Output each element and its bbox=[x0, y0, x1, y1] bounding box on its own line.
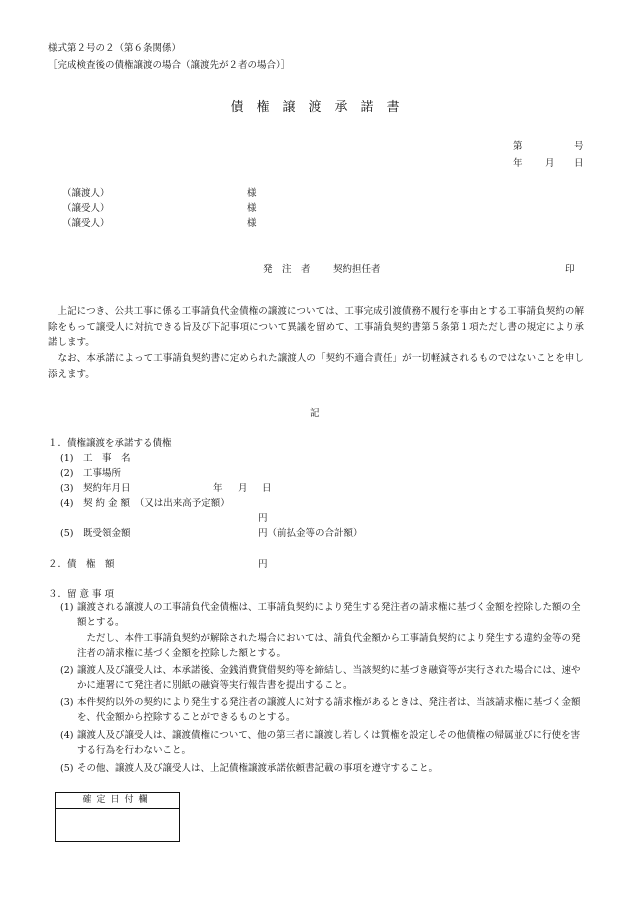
contract-date-day: 日 bbox=[262, 483, 272, 494]
section1-item-project-site: (2) 工事場所 bbox=[60, 468, 121, 479]
note-number: (4) bbox=[60, 730, 74, 741]
number-suffix: 号 bbox=[574, 141, 584, 152]
date-year: 年 bbox=[513, 158, 523, 169]
note-text: 本件契約以外の契約により発生する発注者の譲渡人に対する請求権があるときは、発注者は、当該請求権に基づく金額を、代金額から控除することができるものとする。 bbox=[77, 697, 581, 723]
note-3 bbox=[60, 695, 584, 725]
section1-heading: １．債権譲渡を承諾する債権 bbox=[48, 438, 172, 449]
issuer-orderer: 発 注 者 bbox=[263, 264, 311, 275]
issuer-seal: 印 bbox=[565, 264, 575, 275]
certified-date-box-label: 確定日付欄 bbox=[56, 793, 179, 809]
date-month: 月 bbox=[545, 158, 555, 169]
note-text: ただし、本件工事請負契約が解除された場合においては、請負代金額から工事請負契約により発生する違約金等の発注者の請求権に基づく金額を控除した額とする。 bbox=[77, 633, 581, 659]
note-1-proviso bbox=[60, 631, 584, 661]
contract-amount-yen: 円 bbox=[258, 513, 268, 524]
addressee-assignee-2-label: （譲受人） bbox=[62, 218, 110, 229]
section1-item-received-amount: (5) 既受領金額 bbox=[60, 528, 131, 539]
note-text: 譲渡人及び譲受人は、本承諾後、金銭消費貸借契約等を締結し、当該契約に基づき融資等が実行された場合には、速やかに連署にて発注者に別紙の融資等実行報告書を提出すること。 bbox=[77, 665, 581, 691]
note-number: (5) bbox=[60, 763, 74, 774]
addressee-assignee-1-label: （譲受人） bbox=[62, 203, 110, 214]
note-text: 譲渡される譲渡人の工事請負代金債権は、工事請負契約により発生する発注者の請求権に基づく金額を控除した額の全額とする。 bbox=[77, 602, 581, 628]
contract-date-month: 月 bbox=[238, 483, 248, 494]
note-1 bbox=[60, 600, 584, 630]
date-day: 日 bbox=[574, 158, 584, 169]
issuer-officer: 契約担任者 bbox=[333, 264, 381, 275]
certified-date-box bbox=[55, 792, 180, 842]
note-number: (1) bbox=[60, 602, 74, 613]
addressee-assignee-1-honorific: 様 bbox=[247, 203, 257, 214]
addressee-assignor-label: （譲渡人） bbox=[62, 188, 110, 199]
note-5 bbox=[60, 761, 584, 776]
number-label: 第 bbox=[513, 141, 523, 152]
claim-amount-yen: 円 bbox=[258, 559, 268, 570]
note-number: (3) bbox=[60, 697, 74, 708]
section1-item-contract-date: (3) 契約年月日 bbox=[60, 483, 131, 494]
body-paragraph-2: なお、本承諾によって工事請負契約書に定められた譲渡人の「契約不適合責任」が一切軽減されるものではないことを申し添えます。 bbox=[48, 353, 584, 380]
ki-mark: 記 bbox=[310, 408, 320, 419]
note-text: その他、譲渡人及び譲受人は、上記債権譲渡承諾依頼書記載の事項を遵守すること。 bbox=[77, 763, 439, 774]
note-number: (2) bbox=[60, 665, 74, 676]
note-4 bbox=[60, 728, 584, 758]
section1-item-project-name: (1) 工 事 名 bbox=[60, 453, 131, 464]
note-text: 譲渡人及び譲受人は、譲渡債権について、他の第三者に譲渡し若しくは質権を設定しその他債権の帰属並びに行使を害する行為を行わないこと。 bbox=[77, 730, 581, 756]
document-title: 債 権 譲 渡 承 諾 書 bbox=[230, 100, 400, 115]
form-number: 様式第２号の２（第６条関係） bbox=[48, 43, 182, 54]
addressee-assignor-honorific: 様 bbox=[247, 188, 257, 199]
section3-heading: ３．留 意 事 項 bbox=[48, 589, 115, 600]
body-paragraph-1: 上記につき、公共工事に係る工事請負代金債権の譲渡については、工事完成引渡債務不履行を事由とする工事請負契約の解除をもって譲受人に対抗できる旨及び下記事項について異議を留めて、工事請負契約書第５条第１項ただし書の規定により承諾します。 bbox=[48, 306, 584, 348]
section1-item-contract-amount: (4) 契 約 金 額 （又は出来高予定額） bbox=[60, 498, 230, 509]
section2-heading: ２．債 権 額 bbox=[48, 559, 115, 570]
received-amount-yen: 円（前払金等の合計額） bbox=[258, 528, 363, 539]
addressee-assignee-2-honorific: 様 bbox=[247, 218, 257, 229]
note-2 bbox=[60, 663, 584, 693]
case-note: ［完成検査後の債権譲渡の場合（譲渡先が２者の場合）］ bbox=[48, 60, 291, 71]
contract-date-year: 年 bbox=[213, 483, 223, 494]
